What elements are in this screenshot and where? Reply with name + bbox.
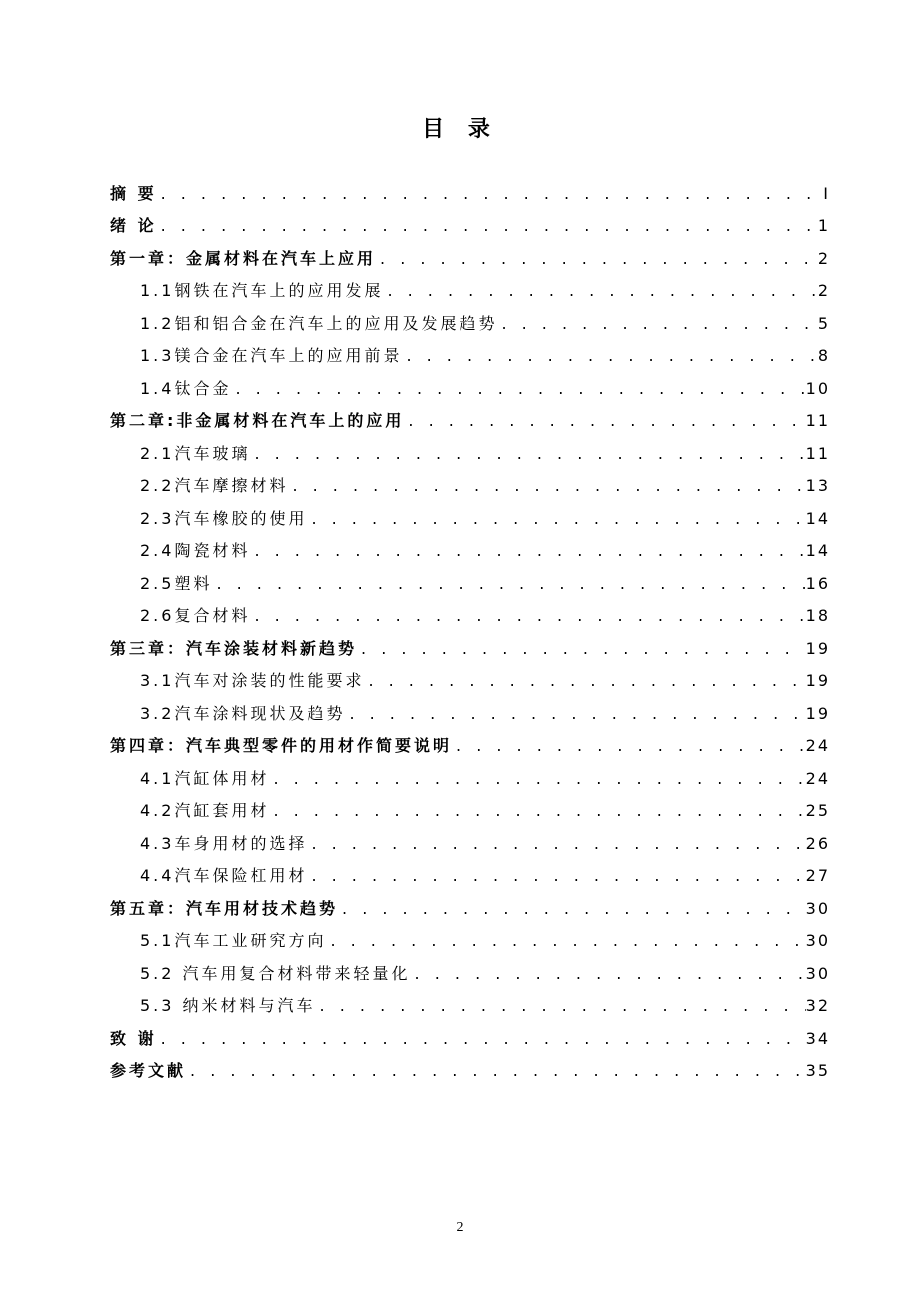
- toc-dot-leader: [212, 573, 805, 595]
- toc-entry-label: 摘 要: [110, 183, 157, 203]
- toc-section-entry[interactable]: [110, 956, 830, 989]
- toc-entry-label: 5.1汽车工业研究方向: [140, 931, 327, 950]
- table-of-contents: [110, 176, 830, 1086]
- toc-dot-leader: [364, 670, 805, 692]
- toc-dot-leader: [250, 540, 805, 562]
- toc-chapter-entry[interactable]: [110, 1054, 830, 1087]
- toc-entry-page: 11: [805, 411, 830, 430]
- toc-section-entry[interactable]: [110, 306, 830, 339]
- toc-section-entry[interactable]: [110, 696, 830, 729]
- toc-dot-leader: [250, 605, 805, 627]
- toc-entry-label: 2.3汽车橡胶的使用: [140, 508, 308, 528]
- toc-dot-leader: [307, 865, 805, 887]
- toc-entry-page: 2: [817, 248, 830, 268]
- toc-section-entry[interactable]: [110, 274, 830, 307]
- toc-dot-leader: [307, 833, 805, 855]
- toc-entry-label: 1.4钛合金: [140, 378, 232, 398]
- toc-entry-page: 34: [805, 1028, 830, 1048]
- toc-entry-page: 14: [805, 508, 830, 528]
- toc-dot-leader: [307, 508, 805, 530]
- toc-entry-page: 2: [817, 281, 830, 300]
- toc-entry-label: 4.2汽缸套用材: [140, 801, 270, 820]
- toc-entry-label: 绪 论: [110, 216, 157, 235]
- toc-entry-label: 4.4汽车保险杠用材: [140, 866, 308, 885]
- toc-section-entry[interactable]: [110, 664, 830, 697]
- toc-section-entry[interactable]: [110, 989, 830, 1022]
- toc-entry-label: 1.1钢铁在汽车上的应用发展: [140, 281, 384, 300]
- toc-chapter-entry[interactable]: [110, 241, 830, 274]
- toc-dot-leader: [452, 735, 806, 757]
- toc-entry-page: 18: [805, 606, 830, 625]
- toc-entry-label: 4.1汽缸体用材: [140, 768, 270, 788]
- toc-section-entry[interactable]: [110, 924, 830, 957]
- toc-section-entry[interactable]: [110, 534, 830, 567]
- toc-dot-leader: [404, 410, 805, 432]
- toc-chapter-entry[interactable]: [110, 176, 830, 209]
- toc-entry-label: 第五章：汽车用材技术趋势: [110, 898, 339, 918]
- toc-dot-leader: [288, 475, 805, 497]
- toc-entry-page: 19: [805, 703, 830, 723]
- toc-chapter-entry[interactable]: [110, 729, 830, 762]
- toc-entry-label: 2.2汽车摩擦材料: [140, 476, 289, 495]
- toc-entry-label: 第二章:非金属材料在汽车上的应用: [110, 411, 405, 430]
- page-number: 2: [456, 1220, 464, 1235]
- toc-entry-page: 24: [805, 768, 830, 788]
- toc-entry-page: 27: [805, 866, 830, 885]
- toc-entry-page: 32: [805, 996, 830, 1015]
- toc-dot-leader: [157, 183, 824, 205]
- toc-section-entry[interactable]: [110, 469, 830, 502]
- toc-entry-label: 第一章：金属材料在汽车上应用: [110, 248, 377, 268]
- toc-entry-page: 35: [805, 1061, 830, 1080]
- page-title: 目 录: [422, 117, 498, 142]
- toc-dot-leader: [269, 800, 805, 822]
- toc-entry-label: 2.6复合材料: [140, 606, 251, 625]
- toc-entry-label: 2.4陶瓷材料: [140, 541, 251, 560]
- toc-entry-label: 4.3车身用材的选择: [140, 833, 308, 853]
- toc-entry-label: 2.5塑料: [140, 573, 213, 593]
- toc-entry-page: 5: [817, 313, 830, 333]
- toc-entry-page: 8: [817, 346, 830, 365]
- toc-section-entry[interactable]: [110, 794, 830, 827]
- toc-dot-leader: [157, 215, 818, 237]
- toc-entry-page: 19: [805, 671, 830, 690]
- toc-entry-page: 1: [817, 216, 830, 235]
- toc-section-entry[interactable]: [110, 566, 830, 599]
- toc-dot-leader: [326, 930, 805, 952]
- toc-section-entry[interactable]: [110, 599, 830, 632]
- toc-chapter-entry[interactable]: [110, 404, 830, 437]
- toc-chapter-entry[interactable]: [110, 631, 830, 664]
- toc-dot-leader: [231, 378, 805, 400]
- toc-entry-page: 16: [805, 573, 830, 593]
- toc-dot-leader: [411, 963, 806, 985]
- toc-entry-label: 致 谢: [110, 1028, 157, 1048]
- toc-entry-page: 11: [805, 443, 830, 463]
- toc-entry-page: 30: [805, 963, 830, 983]
- toc-entry-label: 1.2铝和铝合金在汽车上的应用及发展趋势: [140, 313, 498, 333]
- toc-chapter-entry[interactable]: [110, 209, 830, 242]
- toc-entry-page: 19: [805, 638, 830, 658]
- toc-chapter-entry[interactable]: [110, 1021, 830, 1054]
- toc-entry-label: 第四章：汽车典型零件的用材作简要说明: [110, 736, 453, 755]
- toc-entry-label: 5.2 汽车用复合材料带来轻量化: [140, 963, 411, 983]
- toc-dot-leader: [269, 768, 805, 790]
- toc-entry-page: 30: [805, 931, 830, 950]
- toc-entry-label: 第三章：汽车涂装材料新趋势: [110, 638, 358, 658]
- toc-dot-leader: [497, 313, 817, 335]
- toc-entry-label: 2.1汽车玻璃: [140, 443, 251, 463]
- toc-dot-leader: [157, 1028, 806, 1050]
- toc-dot-leader: [376, 248, 818, 270]
- toc-entry-page: 10: [805, 378, 830, 398]
- toc-section-entry[interactable]: [110, 859, 830, 892]
- toc-dot-leader: [357, 638, 806, 660]
- toc-dot-leader: [338, 898, 806, 920]
- toc-dot-leader: [383, 280, 817, 302]
- toc-entry-page: 25: [805, 801, 830, 820]
- toc-section-entry[interactable]: [110, 826, 830, 859]
- toc-entry-label: 3.1汽车对涂装的性能要求: [140, 671, 365, 690]
- toc-entry-page: 24: [805, 736, 830, 755]
- toc-section-entry[interactable]: [110, 339, 830, 372]
- toc-entry-page: 26: [805, 833, 830, 853]
- toc-entry-page: I: [823, 183, 830, 203]
- toc-section-entry[interactable]: [110, 501, 830, 534]
- toc-section-entry[interactable]: [110, 436, 830, 469]
- toc-dot-leader: [402, 345, 817, 367]
- toc-chapter-entry[interactable]: [110, 891, 830, 924]
- toc-dot-leader: [186, 1060, 806, 1082]
- toc-dot-leader: [250, 443, 805, 465]
- toc-dot-leader: [316, 995, 806, 1017]
- toc-dot-leader: [345, 703, 805, 725]
- toc-entry-page: 30: [805, 898, 830, 918]
- toc-entry-label: 5.3 纳米材料与汽车: [140, 996, 316, 1015]
- toc-entry-page: 14: [805, 541, 830, 560]
- toc-section-entry[interactable]: [110, 761, 830, 794]
- toc-entry-page: 13: [805, 476, 830, 495]
- toc-entry-label: 3.2汽车涂料现状及趋势: [140, 703, 346, 723]
- toc-entry-label: 1.3镁合金在汽车上的应用前景: [140, 346, 403, 365]
- toc-entry-label: 参考文献: [110, 1061, 187, 1080]
- toc-section-entry[interactable]: [110, 371, 830, 404]
